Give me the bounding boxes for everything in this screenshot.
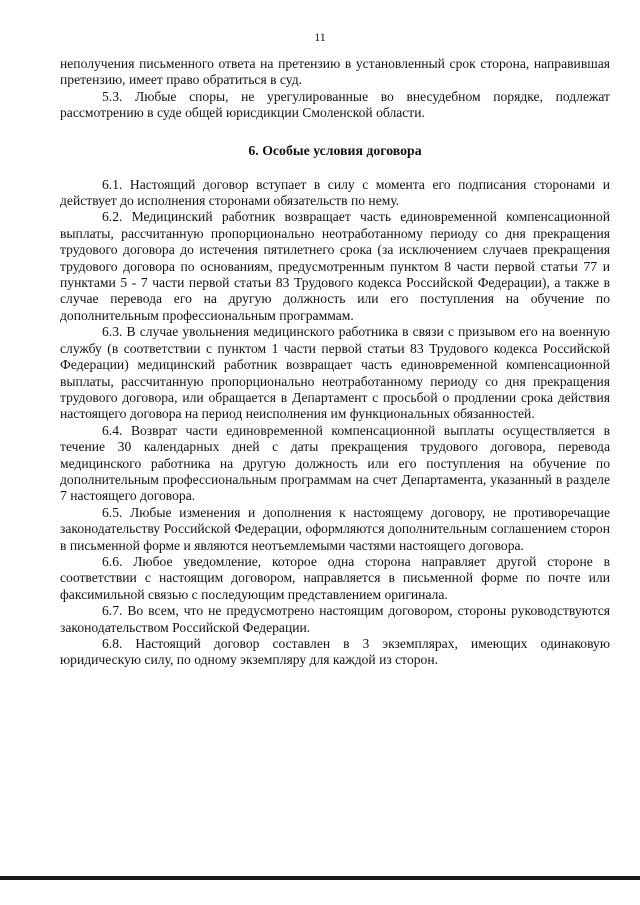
section-heading: 6. Особые условия договора bbox=[248, 142, 422, 158]
scan-edge-rule bbox=[0, 876, 640, 880]
page-number: 11 bbox=[314, 30, 326, 44]
paragraph-6-5: 6.5. Любые изменения и дополнения к настоящему договору, не противоречащие законодательству Российской Федерации, оформляются дополнительным соглашением сторон в письменной форме и являются неотъемлемыми частями настоящего договора. bbox=[60, 504, 610, 553]
paragraph-6-7: 6.7. Во всем, что не предусмотрено настоящим договором, стороны руководствуются законодательством Российской Федерации. bbox=[60, 603, 610, 635]
paragraph-6-4: 6.4. Возврат части единовременной компенсационной выплаты осуществляется в течение 30 календарных дней с даты прекращения трудового договора, перевода медицинского работника на другую должность или его поступления на обучение по дополнительным профессиональным программам на счет Департамента, указанный в разделе 7 настоящего договора. bbox=[60, 422, 610, 504]
paragraph-6-8: 6.8. Настоящий договор составлен в 3 экземплярах, имеющих одинаковую юридическую силу, по одному экземпляру для каждой из сторон. bbox=[60, 636, 610, 668]
paragraph-6-1: 6.1. Настоящий договор вступает в силу с момента его подписания сторонами и действует до исполнения сторонами обязательств по нему. bbox=[60, 176, 610, 209]
document-body bbox=[60, 56, 610, 669]
paragraph-6-3: 6.3. В случае увольнения медицинского работника в связи с призывом его на военную службу (в соответствии с пунктом 1 части первой статьи 83 Трудового кодекса Российской Федерации) медицинский работник возвращает часть единовременной компенсационной выплаты, рассчитанную пропорционально неотработанному периоду со дня прекращения трудового договора, или обращается в Департамент с просьбой о продлении срока действия настоящего договора на период неисполнения им функциональных обязанностей. bbox=[60, 324, 610, 422]
paragraph-6-2: 6.2. Медицинский работник возвращает часть единовременной компенсационной выплаты, рассчитанную пропорционально неотработанному периоду со дня прекращения трудового договора до истечения пятилетнего срока (за исключением случаев прекращения трудового договора по основаниям, предусмотренным пунктом 8 части первой статьи 77 и пунктами 5 - 7 части первой статьи 83 Трудового кодекса Российской Федерации), а также в случае перевода его на другую должность или его поступления на обучение по дополнительным профессиональным программам. bbox=[60, 209, 610, 323]
paragraph-6-6: 6.6. Любое уведомление, которое одна сторона направляет другой стороне в соответствии с настоящим договором, направляется в письменной форме по почте или факсимильной связью с последующим представлением оригинала. bbox=[60, 553, 610, 602]
paragraph-continuation: неполучения письменного ответа на претензию в установленный срок сторона, направившая претензию, имеет право обратиться в суд. bbox=[60, 56, 610, 88]
paragraph-5-3: 5.3. Любые споры, не урегулированные во внесудебном порядке, подлежат рассмотрению в суде общей юрисдикции Смоленской области. bbox=[60, 88, 610, 121]
